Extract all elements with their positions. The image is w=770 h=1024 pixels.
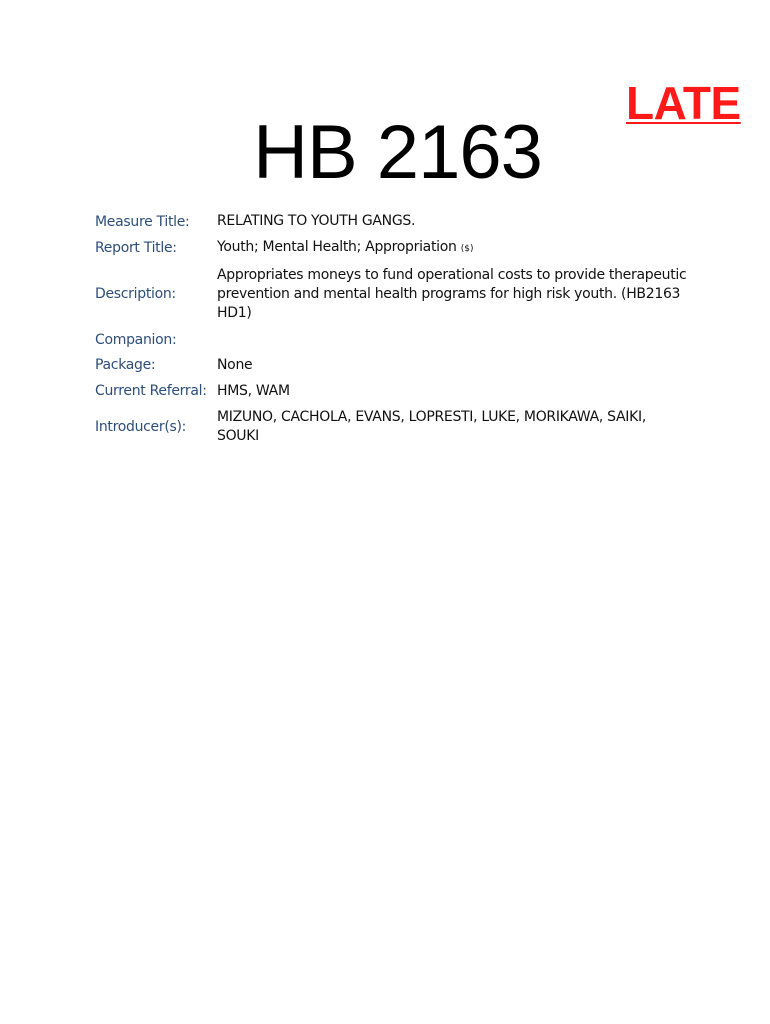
report-title-cell: [217, 235, 692, 261]
current-referral-label: Current Referral:: [95, 383, 207, 399]
report-title-row: [92, 235, 692, 261]
measure-info-table: [92, 208, 692, 450]
current-referral-value: HMS, WAM: [217, 382, 290, 399]
package-row: [92, 352, 692, 378]
measure-title-label: Measure Title:: [95, 213, 190, 230]
current-referral-row: [92, 378, 692, 404]
report-title-value: Youth; Mental Health; Appropriation: [217, 238, 457, 255]
report-title-suffix: ($): [460, 243, 474, 254]
measure-title-row: [92, 208, 692, 235]
introducers-label: Introducer(s):: [95, 419, 187, 435]
measure-title-value: RELATING TO YOUTH GANGS.: [217, 213, 416, 229]
description-label: Description:: [95, 286, 176, 302]
companion-label: Companion:: [95, 331, 177, 348]
package-label: Package:: [95, 357, 156, 373]
late-stamp: LATE: [626, 77, 741, 129]
description-row: [92, 261, 692, 327]
introducers-value: MIZUNO, CACHOLA, EVANS, LOPRESTI, LUKE, MORIKAWA, SAIKI, SOUKI: [217, 409, 646, 444]
package-value: None: [217, 356, 253, 373]
report-title-label: Report Title:: [95, 240, 177, 256]
bill-number-heading: HB 2163: [253, 110, 542, 195]
companion-value: [217, 327, 692, 352]
introducers-row: [92, 404, 692, 450]
companion-row: [92, 327, 692, 352]
description-value: Appropriates moneys to fund operational costs to provide therapeutic prevention and mental health programs for high risk youth. (HB2163 HD1): [217, 266, 687, 321]
